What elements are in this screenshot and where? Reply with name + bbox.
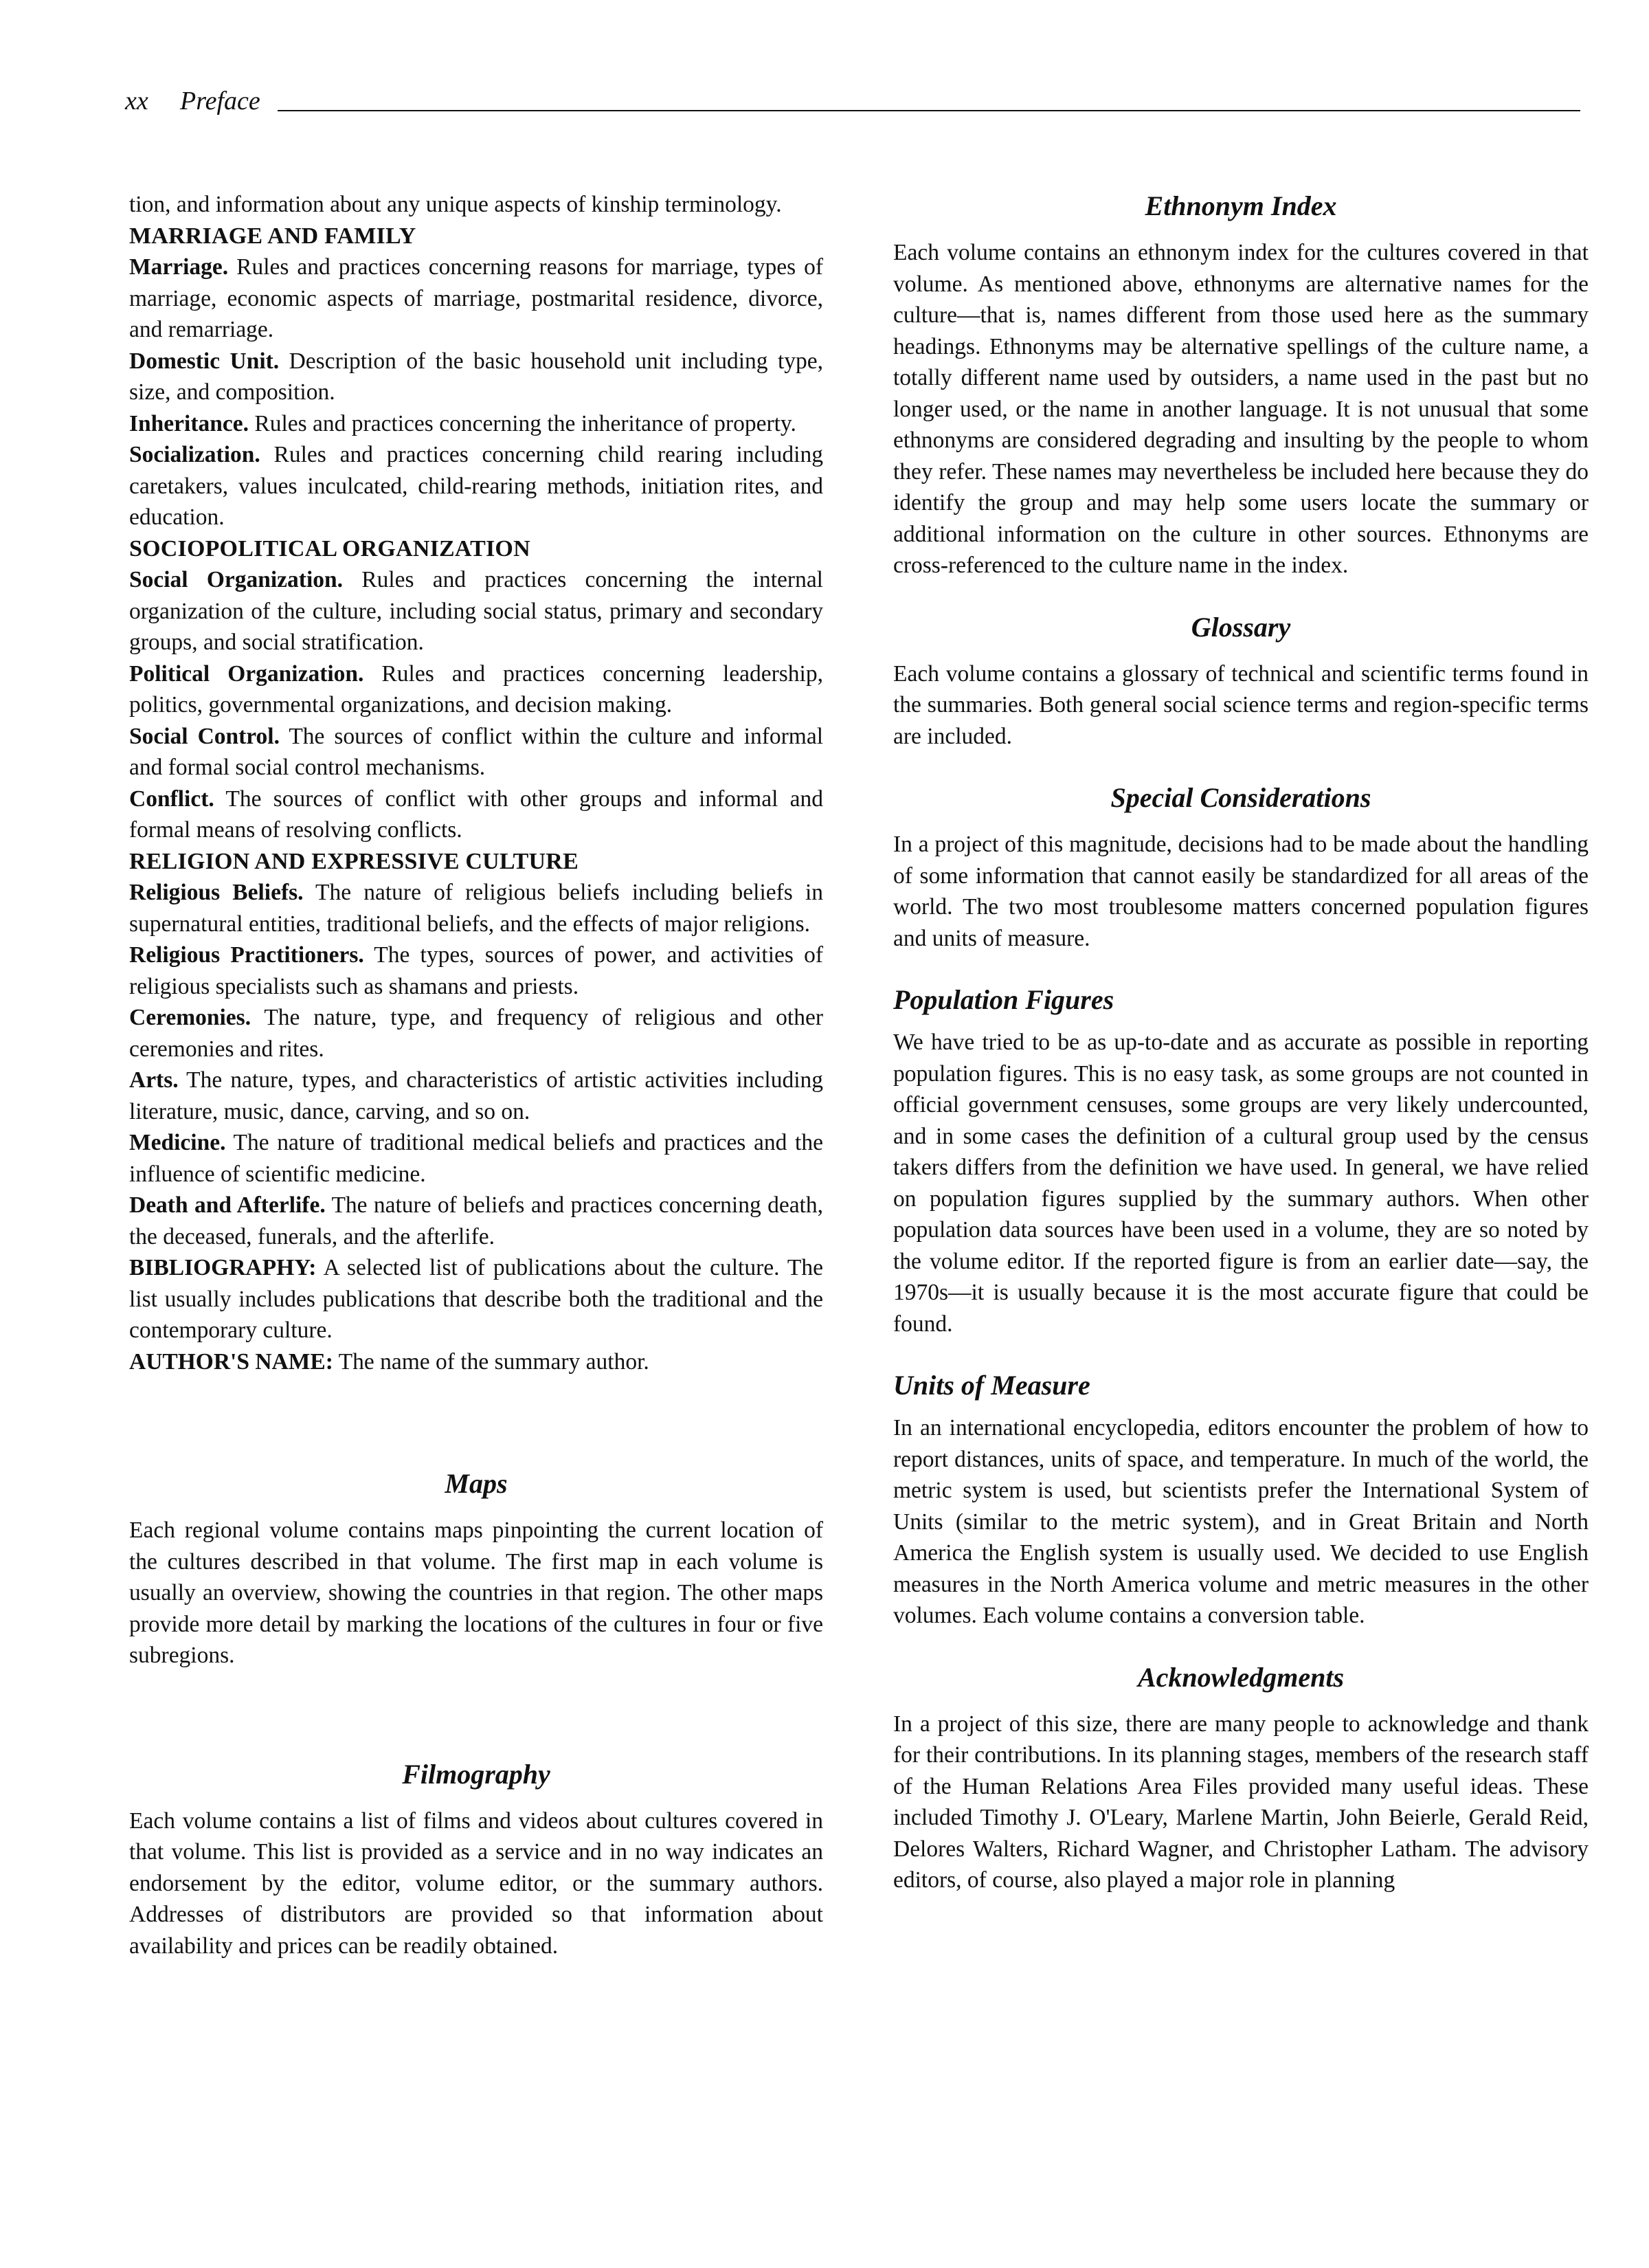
entry-text: The sources of conflict with other groups and informal and formal means of resolving conflicts. bbox=[129, 786, 823, 843]
entry-medicine bbox=[129, 1127, 823, 1190]
entry-domestic-unit bbox=[129, 346, 823, 408]
entry-term: Political Organization. bbox=[129, 660, 364, 687]
entry-term: Death and Afterlife. bbox=[129, 1192, 326, 1218]
entry-text: The nature, types, and characteristics of artistic activities including literature, music, dance, carving, and so on. bbox=[129, 1067, 823, 1124]
entry-term: Socialization. bbox=[129, 442, 260, 467]
entry-socialization bbox=[129, 439, 823, 533]
entry-text: The types, sources of power, and activities of religious specialists such as shamans and priests. bbox=[129, 942, 823, 999]
population-figures-body: We have tried to be as up-to-date and as accurate as possible in reporting population figures. This is no easy task, as some groups are not counted in official government censuses, some groups are very likely undercounted, and in some cases the definition of a cultural group used by the census takers differs from the definition we have used. In general, we have relied on population figures supplied by the summary authors. When other population data sources have been used in a volume, they are so noted by the volume editor. If the reported figure is from an earlier date—say, the 1970s—it is usually because it is the most accurate figure that could be found. bbox=[893, 1030, 1589, 1337]
special-considerations-body: In a project of this magnitude, decisions had to be made about the handling of some information that cannot easily be standardized for all areas of the world. The two most troublesome matters concerned population figures and units of measure. bbox=[893, 832, 1589, 951]
entry-term: Religious Beliefs. bbox=[129, 880, 304, 905]
section-title-maps: Maps bbox=[445, 1468, 508, 1499]
entry-arts bbox=[129, 1065, 823, 1127]
entry-text: Rules and practices concerning leadership, politics, governmental organizations, and decision making. bbox=[129, 660, 823, 718]
units-of-measure-body: In an international encyclopedia, editors encounter the problem of how to report distances, units of space, and temperature. In much of the world, the metric system is used, but scientists prefer the International System of Units (similar to the metric system), and in Great Britain and North America the English system is usually used. We decided to use English measures in the North America volume and metric measures in the other volumes. Each volume contains a conversion table. bbox=[893, 1415, 1589, 1628]
entry-term: Domestic Unit. bbox=[129, 348, 280, 374]
entry-term: Ceremonies. bbox=[129, 1005, 251, 1030]
entry-term: Religious Practitioners. bbox=[129, 942, 364, 968]
entry-text: Rules and practices concerning the inheritance of property. bbox=[249, 410, 796, 436]
filmography-body: Each volume contains a list of films and videos about cultures covered in that volume. This list is provided as a service and in no way indicates an endorsement by the editor, volume editor, or the summary authors. Addresses of distributors are provided so that information about availability and prices can be readily obtained. bbox=[129, 1808, 823, 1959]
entry-religious-practitioners bbox=[129, 940, 823, 1002]
entry-bibliography bbox=[129, 1252, 823, 1346]
entry-marriage bbox=[129, 252, 823, 346]
entry-conflict bbox=[129, 783, 823, 846]
ethnonym-index-body: Each volume contains an ethnonym index for the cultures covered in that volume. As mentioned above, ethnonyms are alternative names for the culture—that is, names different from those used here as the summary headings. Ethnonyms may be alternative spellings of the culture name, a totally different name used by outsiders, a name used in the past but no longer used, or the name in another language. It is not unusual that some ethnonyms are considered degrading and insulting by the people to whom they refer. These names may nevertheless be included here because they do identify the group and may help some users locate the summary or additional information on the culture in other sources. Ethnonyms are cross-referenced to the culture name in the index. bbox=[893, 240, 1589, 578]
entry-text: The nature of religious beliefs including beliefs in supernatural entities, traditional beliefs, and the effects of major religions. bbox=[129, 880, 823, 937]
entry-term: Conflict. bbox=[129, 786, 214, 812]
intro-fragment: tion, and information about any unique aspects of kinship terminology. bbox=[129, 192, 782, 217]
entry-authors-name bbox=[129, 1346, 823, 1378]
entry-political-organization bbox=[129, 658, 823, 721]
entry-term: Arts. bbox=[129, 1067, 179, 1093]
entry-term: AUTHOR'S NAME: bbox=[129, 1348, 333, 1375]
entry-text: The nature of traditional medical beliefs and practices and the influence of scientific medicine. bbox=[129, 1130, 823, 1187]
entry-term: Marriage. bbox=[129, 254, 229, 280]
subsection-title-population-figures: Population Figures bbox=[893, 984, 1114, 1015]
entry-text: Description of the basic household unit including type, size, and composition. bbox=[129, 348, 823, 405]
section-title-special-considerations: Special Considerations bbox=[1110, 782, 1371, 813]
entry-religious-beliefs bbox=[129, 877, 823, 940]
entry-text: The sources of conflict within the culture and informal and formal social control mechanisms. bbox=[129, 723, 824, 780]
page-header bbox=[125, 84, 1580, 125]
entry-social-control bbox=[129, 721, 823, 783]
section-title-ethnonym-index: Ethnonym Index bbox=[1145, 190, 1337, 221]
acknowledgments-body: In a project of this size, there are many people to acknowledge and thank for their contributions. In its planning stages, members of the research staff of the Human Relations Area Files provided many useful ideas. These included Timothy J. O'Leary, Marlene Martin, John Beierle, Gerald Reid, Delores Walters, Richard Wagner, and Christopher Latham. The advisory editors, of course, also played a major role in planning bbox=[893, 1711, 1589, 1893]
entry-social-organization bbox=[129, 564, 823, 658]
glossary-body: Each volume contains a glossary of technical and scientific terms found in the summaries. Both general social science terms and region-specific terms are included. bbox=[893, 660, 1589, 749]
group-heading-marriage-family: MARRIAGE AND FAMILY bbox=[129, 223, 416, 249]
entry-death-afterlife bbox=[129, 1190, 823, 1252]
maps-body: Each regional volume contains maps pinpointing the current location of the cultures described in that volume. The first map in each volume is usually an overview, showing the countries in that region. The other maps provide more detail by marking the locations of the cultures in four or five subregions. bbox=[129, 1517, 823, 1668]
section-title-filmography: Filmography bbox=[402, 1758, 550, 1790]
entry-term: Medicine. bbox=[129, 1130, 226, 1155]
entry-inheritance bbox=[129, 408, 823, 440]
entry-term: BIBLIOGRAPHY: bbox=[129, 1255, 317, 1280]
entry-term: Social Control. bbox=[129, 723, 280, 749]
entry-text: The nature of beliefs and practices concerning death, the deceased, funerals, and the afterlife. bbox=[129, 1192, 823, 1249]
entry-text: A selected list of publications about the culture. The list usually includes publications that describe both the traditional and the contemporary culture. bbox=[129, 1255, 823, 1343]
entry-text: Rules and practices concerning reasons for marriage, types of marriage, economic aspects of marriage, postmarital residence, divorce, and remarriage. bbox=[129, 254, 823, 342]
entry-term: Inheritance. bbox=[129, 410, 249, 436]
entry-text: The nature, type, and frequency of religious and other ceremonies and rites. bbox=[129, 1005, 823, 1062]
running-head: Preface bbox=[180, 87, 260, 115]
left-column bbox=[129, 189, 823, 1961]
subsection-title-units-of-measure: Units of Measure bbox=[893, 1370, 1090, 1401]
entry-text: Rules and practices concerning child rearing including caretakers, values inculcated, child-rearing methods, initiation rites, and education. bbox=[129, 442, 823, 530]
header-rule bbox=[278, 110, 1580, 111]
section-title-glossary: Glossary bbox=[1191, 611, 1291, 643]
right-column bbox=[893, 189, 1589, 1896]
page-number: xx bbox=[125, 87, 148, 115]
entry-ceremonies bbox=[129, 1002, 823, 1065]
entry-term: Social Organization. bbox=[129, 567, 344, 592]
entry-text: The name of the summary author. bbox=[333, 1348, 649, 1375]
group-heading-sociopolitical: SOCIOPOLITICAL ORGANIZATION bbox=[129, 535, 530, 562]
group-heading-religion: RELIGION AND EXPRESSIVE CULTURE bbox=[129, 848, 579, 874]
entry-text: Rules and practices concerning the internal organization of the culture, including social status, primary and secondary groups, and social stratification. bbox=[129, 567, 823, 655]
section-title-acknowledgments: Acknowledgments bbox=[1137, 1661, 1345, 1693]
